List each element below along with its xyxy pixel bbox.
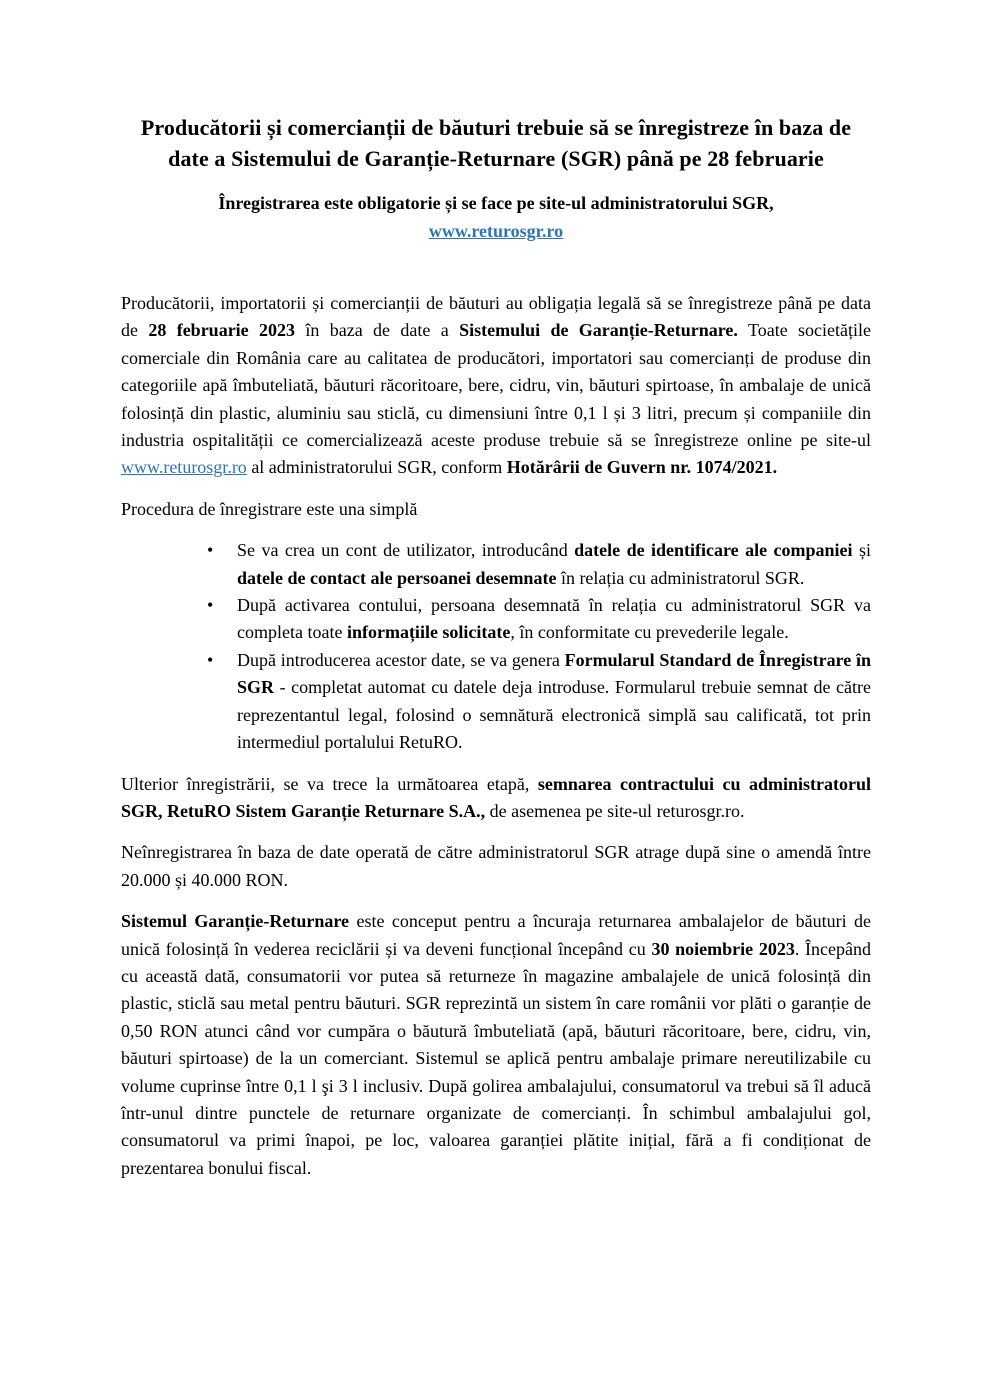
bold-text-run: Formularul Standard de Înregistrare în SGR (237, 649, 872, 698)
bold-text-run: 30 noiembrie 2023 (651, 938, 795, 959)
returosgr-link[interactable]: www.returosgr.ro (428, 221, 564, 241)
bold-text-run: Sistemului de Garanție-Returnare. (459, 320, 738, 341)
text-run: în baza de date a (295, 320, 460, 341)
paragraph (121, 839, 871, 894)
bold-text-run: Hotărârii de Guvern nr. 1074/2021. (506, 457, 778, 478)
paragraph (121, 771, 871, 826)
bullet-item (121, 647, 871, 757)
text-run: , în conformitate cu prevederile legale. (510, 622, 789, 643)
bold-text-run: datele de contact ale persoanei desemnate (237, 567, 557, 588)
text-run: Producătorii, importatorii și comercianții de băuturi au obligația legală să se înregistreze până pe data de (121, 293, 871, 341)
text-run: este conceput pentru a încuraja returnarea ambalajelor de băuturi de unică folosință în vederea reciclării și va deveni funcțional începând cu (121, 911, 872, 959)
document-body (121, 290, 871, 1182)
text-run: După introducerea acestor date, se va genera (237, 649, 565, 670)
bold-text-run: semnarea contractului cu administratorul SGR, RetuRO Sistem Garanție Returnare S.A., (121, 773, 871, 821)
paragraph (121, 290, 871, 482)
bullet-item (121, 592, 871, 647)
text-run: Procedura de înregistrare este una simplă (121, 498, 418, 519)
document-subtitle: Înregistrarea este obligatorie și se face pe site-ul administratorului SGR, (218, 193, 774, 213)
text-run: Se va crea un cont de utilizator, introducând (237, 540, 575, 561)
text-run: . Începând cu această dată, consumatorii vor putea să returneze în magazine ambalajele de unică folosință din plastic, sticlă sau metal pentru băuturi. SGR reprezintă un sistem în care românii vor plăti o garanție de 0,50 RON atunci când vor cumpăra o băutură îmbuteliată (apă, băuturi răcoritoare, bere, cidru, vin, băuturi spirtoase) de la un comerciant. Sistemul se aplică pentru ambalaje primare nereutilizabile cu volume cuprinse între 0,1 l şi 3 l inclusiv. După golirea ambalajului, consumatorul va trebui să îl aducă într-unul dintre punctele de returnare organizate de comercianți. În schimbul ambalajului gol, consumatorul va primi înapoi, pe loc, valoarea garanției plătite inițial, fără a fi condiționat de prezentarea bonului fiscal. (121, 938, 872, 1178)
bullet-marker-icon: • (207, 540, 214, 561)
subtitle-link-line (121, 218, 871, 244)
text-run: Toate societățile comerciale din România care au calitatea de producători, importatori sau comercianți de produse din categoriile apă îmbuteliată, băuturi răcoritoare, bere, cidru, vin, băuturi spirtoase, în ambalaje de unică folosință din plastic, aluminiu sau sticlă, cu dimensiuni între 0,1 l și 3 litri, precum și companiile din industria ospitalității ce comercializează aceste produse trebuie să se înregistreze online pe site-ul (121, 320, 871, 451)
inline-link[interactable]: www.returosgr.ro (121, 457, 247, 478)
bold-text-run: 28 februarie 2023 (148, 320, 296, 341)
paragraph (121, 908, 871, 1182)
text-run: și (852, 540, 871, 561)
text-run: Neînregistrarea în baza de date operată de către administratorul SGR atrage după sine o amendă între 20.000 și 40.000 RON. (121, 842, 871, 890)
bullet-list (121, 537, 871, 756)
bold-text-run: datele de identificare ale companiei (574, 540, 853, 561)
bullet-marker-icon: • (207, 595, 214, 616)
text-run: al administratorului SGR, conform (246, 457, 507, 478)
bold-text-run: informațiile solicitate (346, 622, 511, 643)
bold-text-run: Sistemul Garanție-Returnare (121, 911, 350, 932)
bullet-item (121, 537, 871, 592)
text-run: Ulterior înregistrării, se va trece la următoarea etapă, (121, 773, 538, 794)
text-run: După activarea contului, persoana desemnată în relația cu administratorul SGR va completa toate (237, 595, 871, 643)
document-title: Producătorii și comercianții de băuturi trebuie să se înregistreze în baza de date a Sistemului de Garanție-Returnare (SGR) până pe 28 februarie (140, 115, 852, 171)
text-run: - completat automat cu datele deja introduse. Formularul trebuie semnat de către reprezentantul legal, folosind o semnătură electronică simplă sau calificată, tot prin intermediul portalului RetuRO. (237, 677, 871, 753)
bullet-marker-icon: • (207, 649, 214, 670)
paragraph (121, 496, 871, 523)
text-run: în relația cu administratorul SGR. (556, 567, 805, 588)
text-run: de asemenea pe site-ul returosgr.ro. (485, 800, 745, 821)
